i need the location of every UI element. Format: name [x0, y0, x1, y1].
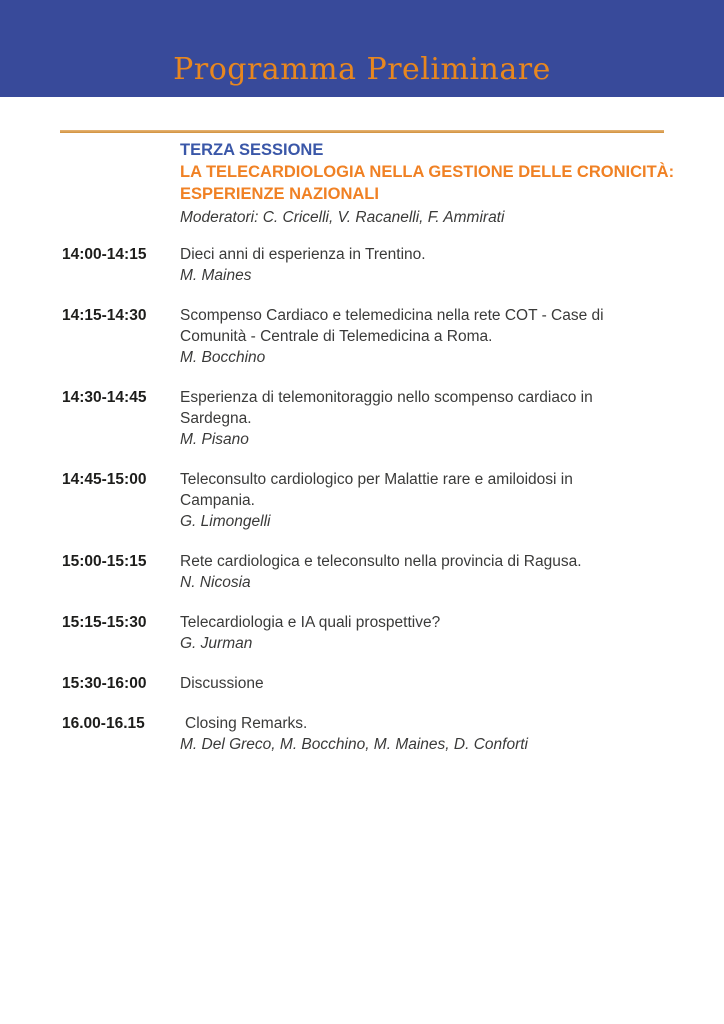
schedule-row — [62, 305, 724, 368]
talk-speaker: G. Jurman — [180, 635, 253, 652]
talk-details — [180, 244, 650, 286]
schedule-row — [62, 612, 724, 654]
time-slot: 15:30-16:00 — [62, 675, 147, 692]
time-slot: 16.00-16.15 — [62, 715, 145, 732]
time-slot: 14:30-14:45 — [62, 389, 147, 406]
talk-speaker: M. Pisano — [180, 431, 249, 448]
page-title: Programma Preliminare — [173, 52, 551, 87]
talk-details — [180, 673, 650, 694]
divider-line — [60, 130, 664, 133]
talk-speaker: N. Nicosia — [180, 574, 251, 591]
talk-speaker: M. Maines — [180, 267, 252, 284]
talk-title: Rete cardiologica e teleconsulto nella provincia di Ragusa. — [180, 553, 582, 570]
schedule-row — [62, 469, 724, 532]
talk-details — [180, 551, 650, 593]
talk-title: Esperienza di telemonitoraggio nello scompenso cardiaco in Sardegna. — [180, 389, 593, 427]
talk-speaker: M. Bocchino — [180, 349, 266, 366]
session-name: TERZA SESSIONE — [180, 141, 324, 159]
session-header — [180, 139, 724, 228]
schedule-row — [62, 713, 724, 755]
time-slot: 15:00-15:15 — [62, 553, 147, 570]
talk-title: Teleconsulto cardiologico per Malattie rare e amiloidosi in Campania. — [180, 471, 573, 509]
talk-title: Discussione — [180, 675, 264, 692]
talk-title: Telecardiologia e IA quali prospettive? — [180, 614, 441, 631]
schedule-row — [62, 673, 724, 694]
talk-details — [180, 469, 650, 532]
session-title-line2: ESPERIENZE NAZIONALI — [180, 185, 379, 203]
time-slot: 14:45-15:00 — [62, 471, 147, 488]
talk-details — [180, 612, 650, 654]
time-slot: 14:15-14:30 — [62, 307, 147, 324]
schedule-list — [62, 244, 724, 755]
talk-title: Dieci anni di esperienza in Trentino. — [180, 246, 426, 263]
schedule-row — [62, 387, 724, 450]
talk-details — [180, 713, 650, 755]
schedule-row — [62, 244, 724, 286]
talk-details — [180, 305, 650, 368]
page-banner — [0, 0, 724, 97]
session-title-line1: LA TELECARDIOLOGIA NELLA GESTIONE DELLE CRONICITÀ: — [180, 163, 675, 181]
talk-title: Closing Remarks. — [185, 715, 308, 732]
time-slot: 15:15-15:30 — [62, 614, 147, 631]
talk-details — [180, 387, 650, 450]
time-slot: 14:00-14:15 — [62, 246, 147, 263]
program-content — [0, 130, 724, 755]
schedule-row — [62, 551, 724, 593]
talk-title: Scompenso Cardiaco e telemedicina nella rete COT - Case di Comunità - Centrale di Telemedicina a Roma. — [180, 307, 604, 345]
session-moderators: Moderatori: C. Cricelli, V. Racanelli, F. Ammirati — [180, 209, 505, 226]
talk-speaker: M. Del Greco, M. Bocchino, M. Maines, D. Conforti — [180, 736, 528, 753]
talk-speaker: G. Limongelli — [180, 513, 271, 530]
